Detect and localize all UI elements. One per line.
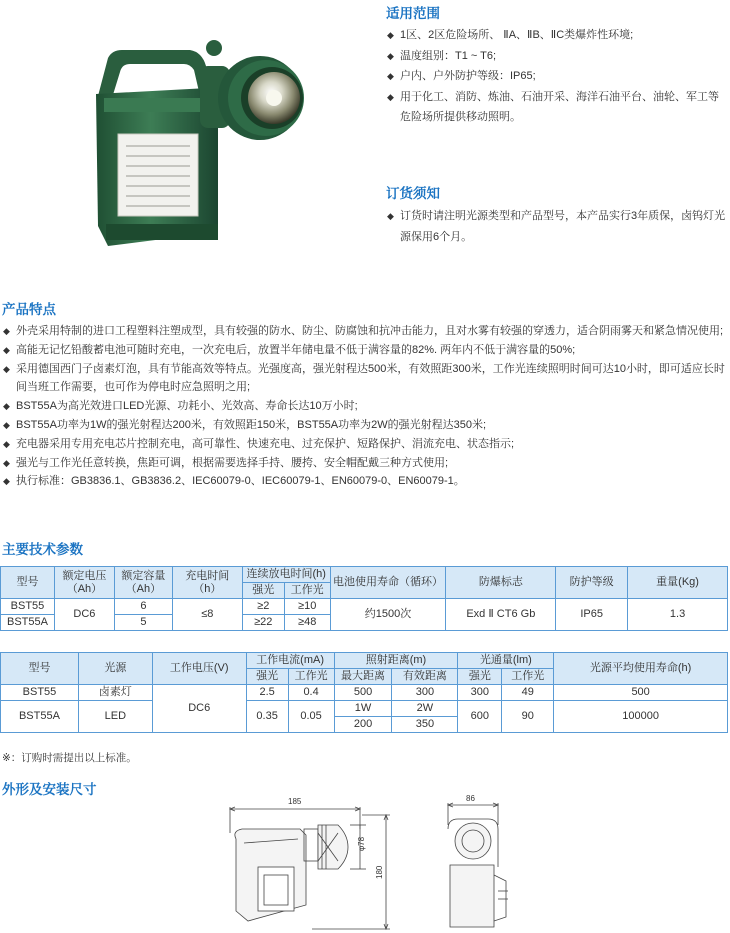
list-item <box>384 66 728 87</box>
list-item <box>0 322 728 341</box>
diamond-icon: ◆ <box>3 438 10 449</box>
dimension-drawing <box>222 795 542 933</box>
feature-item: 采用德国西门子卤素灯泡，具有节能高效等特点。光强度高，强光射程达500米，有效照距300米，工作光连续照明时间可达10小时，即可适应长时间当班工作需要，也可作为停电时应急照明之用; <box>16 362 725 394</box>
header-flux-strong: 强光 <box>458 669 502 685</box>
feature-item: 充电器采用专用充电芯片控制充电，高可靠性、快速充电、过充保护、短路保护、涓流充电、状态指示; <box>16 437 515 450</box>
list-item <box>0 341 728 360</box>
spec-table-1 <box>0 566 728 631</box>
header-model: 型号 <box>1 653 79 685</box>
cell-voltage: DC6 <box>54 599 114 631</box>
cell-model: BST55 <box>1 599 55 615</box>
product-photo <box>90 36 320 251</box>
cell-flux-strong: 300 <box>458 685 502 701</box>
header-current-work: 工作光 <box>288 669 334 685</box>
list-item <box>384 46 728 67</box>
dimensions-title: 外形及安装尺寸 <box>2 782 97 797</box>
diamond-icon: ◆ <box>387 71 394 81</box>
header-model: 型号 <box>1 567 55 599</box>
scope-list <box>384 25 728 128</box>
scope-item: 1区、2区危险场所、 ⅡA、ⅡB、ⅡC类爆炸性环境; <box>400 29 634 41</box>
cell-life: 500 <box>554 685 728 701</box>
width-dimension-label: 185 <box>288 797 302 806</box>
header-current: 工作电流(mA) <box>246 653 334 669</box>
header-voltage: 额定电压（Ah） <box>54 567 114 599</box>
order-note: ※：订购时需提出以上标准。 <box>2 752 137 764</box>
table-row <box>1 599 728 615</box>
list-item <box>0 397 728 416</box>
diamond-icon: ◆ <box>3 326 10 336</box>
header-source: 光源 <box>78 653 152 685</box>
cell-capacity: 6 <box>114 599 172 615</box>
feature-item: BST55A功率为1W的强光射程达200米，有效照距150米，BST55A功率为2W的强光射程达350米; <box>16 418 487 431</box>
cell-flux-work: 90 <box>502 701 554 733</box>
header-discharge-time: 连续放电时间(h) <box>242 567 330 583</box>
list-item <box>0 416 728 435</box>
header-weight: 重量(Kg) <box>628 567 728 599</box>
side-width-label: 86 <box>466 795 475 803</box>
cell-source: 卤素灯 <box>78 685 152 701</box>
cell-work: ≥48 <box>284 615 330 631</box>
feature-item: 强光与工作光任意转换，焦距可调，根据需要选择手持、腰挎、安全帽配戴三种方式使用; <box>16 456 449 469</box>
cell-max-distance: 1W <box>334 701 392 717</box>
diamond-icon: ◆ <box>387 91 394 102</box>
ordering-title: 订货须知 <box>386 186 440 201</box>
cell-max-distance: 500 <box>334 685 392 701</box>
scope-item: 温度组别：T1 ~ T6; <box>400 49 497 62</box>
header-distance: 照射距离(m) <box>334 653 458 669</box>
list-item <box>0 472 728 491</box>
cell-explosion: Exd Ⅱ CT6 Gb <box>446 599 556 631</box>
header-effective-distance: 有效距离 <box>392 669 458 685</box>
cell-source: LED <box>78 701 152 733</box>
header-max-distance: 最大距离 <box>334 669 392 685</box>
feature-item: 执行标准：GB3836.1、GB3836.2、IEC60079-0、IEC60079-1、EN60079-0、EN60079-1。 <box>16 475 465 488</box>
header-battery-life: 电池使用寿命（循环） <box>330 567 446 599</box>
diamond-icon: ◆ <box>3 344 10 355</box>
cell-effective-distance: 350 <box>392 717 458 733</box>
diamond-icon: ◆ <box>3 401 10 412</box>
cell-flux-strong: 600 <box>458 701 502 733</box>
cell-effective-distance: 2W <box>392 701 458 717</box>
feature-item: 外壳采用特制的进口工程塑料注塑成型，具有较强的防水、防尘、防腐蚀和抗冲击能力，且对水雾有较强的穿透力，适合阴雨雾天和紧急情况使用; <box>16 325 724 337</box>
list-item <box>384 206 728 247</box>
header-current-strong: 强光 <box>246 669 288 685</box>
cell-voltage: DC6 <box>152 685 246 733</box>
cell-current-work: 0.05 <box>288 701 334 733</box>
header-work: 工作光 <box>284 583 330 599</box>
header-voltage: 工作电压(V) <box>152 653 246 685</box>
cell-work: ≥10 <box>284 599 330 615</box>
diamond-icon: ◆ <box>387 211 394 221</box>
ordering-list <box>384 206 728 247</box>
cell-capacity: 5 <box>114 615 172 631</box>
cell-flux-work: 49 <box>502 685 554 701</box>
diamond-icon: ◆ <box>3 476 10 487</box>
cell-effective-distance: 300 <box>392 685 458 701</box>
diamond-icon: ◆ <box>387 30 394 40</box>
feature-item: 高能无记忆铅酸蓄电池可随时充电，一次充电后，放置半年储电量不低于满容量的82%. 两年内不低于满容量的50%; <box>16 343 576 356</box>
list-item <box>0 454 728 473</box>
diamond-icon: ◆ <box>3 457 10 468</box>
list-item <box>384 87 728 128</box>
cell-charge: ≤8 <box>172 599 242 631</box>
header-charge-time: 充电时间（h） <box>172 567 242 599</box>
list-item <box>0 435 728 454</box>
lens-dimension-label: φ78 <box>357 836 366 851</box>
feature-item: BST55A为高光效进口LED光源、功耗小、光效高、寿命长达10万小时; <box>16 400 358 413</box>
table-row <box>1 685 728 701</box>
diamond-icon: ◆ <box>387 50 394 61</box>
features-title: 产品特点 <box>2 302 56 317</box>
scope-title: 适用范围 <box>386 6 440 21</box>
ordering-item: 订货时请注明光源类型和产品型号，本产品实行3年质保，卤钨灯光源保用6个月。 <box>400 210 726 243</box>
cell-current-strong: 2.5 <box>246 685 288 701</box>
spec-table-2 <box>0 652 728 733</box>
diamond-icon: ◆ <box>3 363 10 374</box>
cell-protection: IP65 <box>556 599 628 631</box>
header-flux-work: 工作光 <box>502 669 554 685</box>
scope-item: 用于化工、消防、炼油、石油开采、海洋石油平台、油轮、军工等危险场所提供移动照明。 <box>400 90 719 123</box>
table-row <box>1 701 728 717</box>
header-explosion-mark: 防爆标志 <box>446 567 556 599</box>
cell-current-strong: 0.35 <box>246 701 288 733</box>
cell-model: BST55A <box>1 615 55 631</box>
header-flux: 光通量(lm) <box>458 653 554 669</box>
cell-strong: ≥22 <box>242 615 284 631</box>
header-strong: 强光 <box>242 583 284 599</box>
scope-item: 户内、户外防护等级：IP65; <box>400 70 536 82</box>
list-item <box>384 25 728 46</box>
cell-weight: 1.3 <box>628 599 728 631</box>
cell-model: BST55 <box>1 685 79 701</box>
params-title: 主要技术参数 <box>2 542 83 557</box>
cell-strong: ≥2 <box>242 599 284 615</box>
cell-life: 100000 <box>554 701 728 733</box>
cell-model: BST55A <box>1 701 79 733</box>
height-dimension-label: 180 <box>375 865 384 879</box>
cell-max-distance: 200 <box>334 717 392 733</box>
diamond-icon: ◆ <box>3 419 10 430</box>
features-list <box>0 322 728 491</box>
cell-current-work: 0.4 <box>288 685 334 701</box>
header-capacity: 额定容量（Ah） <box>114 567 172 599</box>
header-protection: 防护等级 <box>556 567 628 599</box>
list-item <box>0 360 728 398</box>
header-life: 光源平均使用寿命(h) <box>554 653 728 685</box>
cell-battery: 约1500次 <box>330 599 446 631</box>
